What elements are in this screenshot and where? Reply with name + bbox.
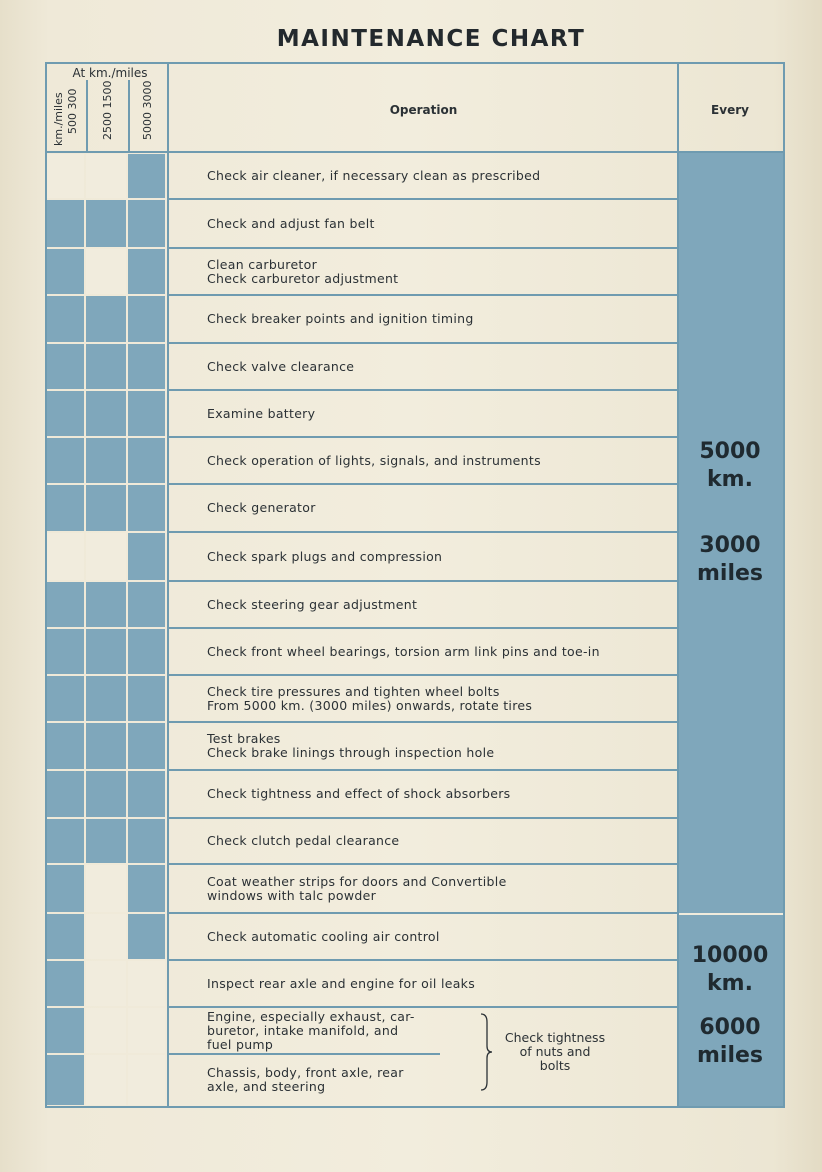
interval-cell [86,582,126,627]
interval-cell [128,249,165,294]
interval-cell [47,865,84,912]
interval-cell [47,344,84,389]
bracket-icon [479,1012,493,1092]
interval-6000-miles: 6000 miles [696,1015,764,1068]
interval-cell [128,723,165,769]
row-divider [167,198,677,200]
interval-cell [86,249,126,294]
interval-cell [86,914,126,959]
interval-cell [86,154,126,198]
interval-cell [86,1008,126,1053]
interval-cell [47,961,84,1006]
operation-text: Examine battery [207,405,316,421]
interval-cell [86,1055,126,1105]
interval-cell [47,249,84,294]
interval-cell [128,296,165,342]
interval-cell [128,961,165,1006]
interval-cell [128,200,165,247]
row-divider [167,580,677,582]
operation-text: Chassis, body, front axle, rear axle, and steering [207,1065,404,1094]
interval-cell [128,438,165,483]
interval-cell [47,296,84,342]
interval-cell [47,1055,84,1105]
interval-cell [128,1055,165,1105]
interval-cell [86,438,126,483]
operation-text: Check automatic cooling air control [207,928,440,944]
col-5000-3000-label: 5000 3000 [141,80,154,140]
interval-cell [128,154,165,198]
every-header: Every [711,103,749,117]
interval-cell [86,391,126,436]
operation-text: Check and adjust fan belt [207,215,375,231]
row-divider [167,1053,440,1055]
operation-text: Check air cleaner, if necessary clean as prescribed [207,168,541,183]
row-divider [167,342,677,344]
interval-cell [47,1008,84,1053]
row-divider [167,483,677,485]
interval-cell [47,819,84,863]
operation-text: Check steering gear adjustment [207,596,418,612]
operation-text: Check tire pressures and tighten wheel bolts From 5000 km. (3000 miles) onwards, rotate tires [207,683,533,713]
interval-cell [47,391,84,436]
interval-cell [128,485,165,531]
interval-cell [128,1008,165,1053]
interval-cell [128,629,165,674]
interval-3000-miles: 3000 miles [696,533,764,586]
interval-cell [86,485,126,531]
interval-cell [86,771,126,817]
row-divider [167,959,677,961]
interval-cell [128,582,165,627]
header-divider [47,151,783,153]
km-miles-unit-label: km./miles [52,92,65,146]
row-divider [167,627,677,629]
row-divider [167,247,677,249]
interval-cell [128,771,165,817]
interval-cell [47,200,84,247]
interval-cell [47,629,84,674]
interval-cell [128,865,165,912]
operation-text: Test brakes Check brake linings through inspection hole [207,731,495,760]
interval-cell [47,438,84,483]
row-divider [167,436,677,438]
row-divider [167,912,677,914]
row-divider [167,769,677,771]
interval-cell [47,723,84,769]
interval-cell [128,391,165,436]
interval-cell [128,819,165,863]
operation-text: Check valve clearance [207,358,355,374]
interval-cell [128,533,165,580]
interval-cell [86,961,126,1006]
operation-text: Check generator [207,500,316,515]
operation-text: Check tightness and effect of shock absorbers [207,786,511,801]
interval-cell [86,344,126,389]
row-divider [167,674,677,676]
interval-cell [86,200,126,247]
operation-text: Check front wheel bearings, torsion arm link pins and toe-in [207,643,600,659]
row-divider [167,721,677,723]
interval-cell [128,676,165,721]
interval-cell [47,582,84,627]
operation-text: Engine, especially exhaust, car- buretor, intake manifold, and fuel pump [207,1008,415,1052]
col-2500-1500-label: 2500 1500 [101,80,114,140]
bracket-note: Check tightness of nuts and bolts [504,1030,606,1073]
interval-cell [86,533,126,580]
interval-5000-km: 5000 km. [699,439,761,492]
row-divider [167,294,677,296]
operation-text: Clean carburetor Check carburetor adjustment [207,256,399,286]
operation-text: Coat weather strips for doors and Convertible windows with talc powder [207,873,507,903]
operation-text: Check operation of lights, signals, and instruments [207,452,541,468]
interval-cell [86,676,126,721]
column-divider [128,80,130,152]
row-divider [167,1006,677,1008]
operation-text: Inspect rear axle and engine for oil leaks [207,975,476,991]
row-divider [167,817,677,819]
column-divider [167,64,169,1106]
every-divider [673,913,783,915]
interval-cell [47,676,84,721]
interval-cell [86,723,126,769]
row-divider [167,531,677,533]
operation-text: Check spark plugs and compression [207,548,443,564]
interval-cell [86,819,126,863]
interval-cell [86,296,126,342]
interval-cell [47,485,84,531]
interval-cell [47,914,84,959]
operation-header: Operation [389,103,458,117]
interval-cell [128,914,165,959]
page-title: MAINTENANCE CHART [276,26,586,52]
col-500-300-label: 500 300 [66,88,79,134]
interval-cell [86,629,126,674]
interval-cell [47,771,84,817]
interval-10000-km: 10000 km. [691,943,769,996]
interval-cell [47,154,84,198]
at-km-miles-label: At km./miles [72,66,148,80]
column-divider [86,80,88,152]
row-divider [167,389,677,391]
interval-cell [47,533,84,580]
row-divider [167,863,677,865]
interval-cell [86,865,126,912]
operation-text: Check clutch pedal clearance [207,833,400,848]
interval-cell [128,344,165,389]
operation-text: Check breaker points and ignition timing [207,311,474,326]
